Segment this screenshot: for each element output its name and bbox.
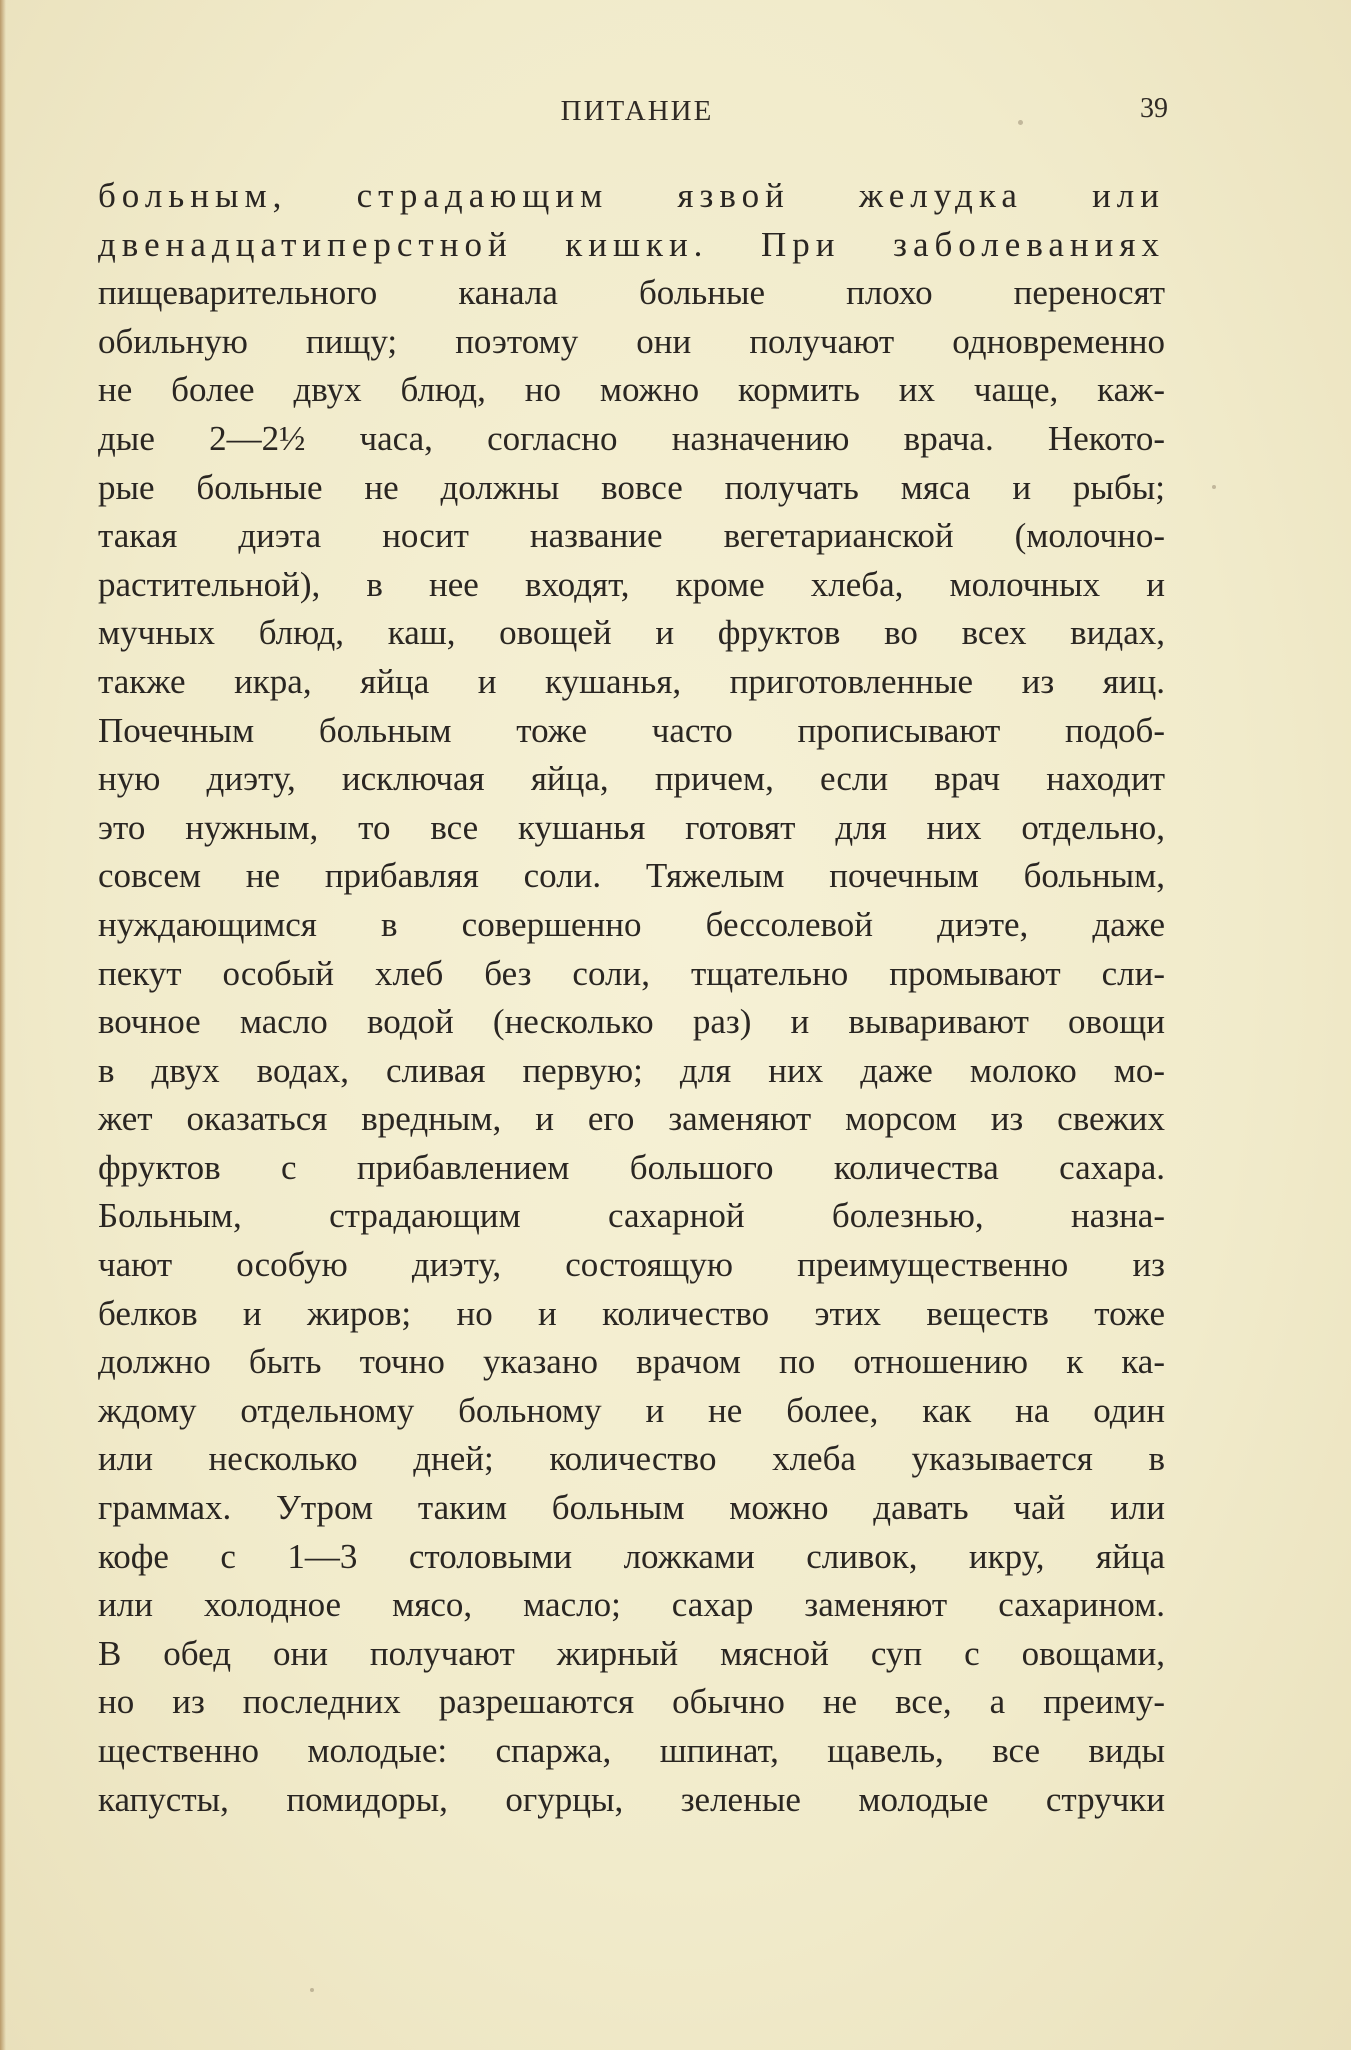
text-line: жет оказаться вредным, и его заменяют морсом из свежих xyxy=(98,1099,1165,1139)
text-line: должно быть точно указано врачом по отношению к ка- xyxy=(98,1342,1165,1382)
text-line: ную диэту, исключая яйца, причем, если врач находит xyxy=(98,759,1165,799)
text-line: больным, страдающим язвой желудка или xyxy=(98,176,1165,215)
text-line: дые 2—2½ часа, согласно назначению врача. Некото- xyxy=(98,418,1165,458)
text-line: или несколько дней; количество хлеба указывается в xyxy=(98,1439,1165,1479)
page-edge-shadow xyxy=(0,0,6,2050)
text-line: граммах. Утром таким больным можно давать чай или xyxy=(98,1488,1165,1528)
text-line: также икра, яйца и кушанья, приготовленные из яиц. xyxy=(98,661,1165,701)
text-line: капусты, помидоры, огурцы, зеленые молодые стручки xyxy=(98,1779,1165,1819)
text-line: вочное масло водой (несколько раз) и вываривают овощи xyxy=(98,1002,1165,1042)
text-line: фруктов с прибавлением большого количества сахара. xyxy=(98,1147,1165,1187)
text-line: не более двух блюд, но можно кормить их чаще, каж- xyxy=(98,370,1165,410)
text-line: Больным, страдающим сахарной болезнью, назна- xyxy=(98,1196,1165,1236)
text-line: белков и жиров; но и количество этих веществ тоже xyxy=(98,1293,1165,1333)
text-line: но из последних разрешаются обычно не все, а преиму- xyxy=(98,1682,1165,1722)
text-line: кофе с 1—3 столовыми ложками сливок, икру, яйца xyxy=(98,1536,1165,1576)
text-line: растительной), в нее входят, кроме хлеба, молочных и xyxy=(98,564,1165,604)
body-text xyxy=(98,172,1165,1824)
text-line: Почечным больным тоже часто прописывают подоб- xyxy=(98,710,1165,750)
page-number: 39 xyxy=(1140,93,1168,124)
paper-speck xyxy=(1018,120,1023,125)
running-head-title: ПИТАНИЕ xyxy=(560,95,714,127)
text-line: щественно молодые: спаржа, шпинат, щавель, все виды xyxy=(98,1731,1165,1770)
paper-speck xyxy=(1212,485,1216,489)
text-line: чают особую диэту, состоящую преимущественно из xyxy=(98,1245,1165,1285)
text-line: нуждающимся в совершенно бессолевой диэте, даже xyxy=(98,904,1165,944)
text-line: рые больные не должны вовсе получать мяса и рыбы; xyxy=(98,467,1165,507)
text-line: мучных блюд, каш, овощей и фруктов во всех видах, xyxy=(98,613,1165,653)
text-line: ждому отдельному больному и не более, как на один xyxy=(98,1390,1165,1430)
text-line: обильную пищу; поэтому они получают одновременно xyxy=(98,321,1165,361)
text-line: пищеварительного канала больные плохо переносят xyxy=(98,273,1165,313)
text-line: пекут особый хлеб без соли, тщательно промывают сли- xyxy=(98,953,1165,993)
text-line: В обед они получают жирный мясной суп с овощами, xyxy=(98,1633,1165,1673)
text-line: такая диэта носит название вегетарианской (молочно- xyxy=(98,516,1165,556)
text-line: совсем не прибавляя соли. Тяжелым почечным больным, xyxy=(98,856,1165,896)
paper-speck xyxy=(310,1988,314,1992)
text-line: в двух водах, сливая первую; для них даже молоко мо- xyxy=(98,1050,1165,1090)
running-head xyxy=(0,95,1351,135)
text-line: или холодное мясо, масло; сахар заменяют сахарином. xyxy=(98,1585,1165,1625)
text-line: это нужным, то все кушанья готовят для них отдельно, xyxy=(98,807,1165,847)
text-line: двенадцатиперстной кишки. При заболеваниях xyxy=(98,224,1165,264)
